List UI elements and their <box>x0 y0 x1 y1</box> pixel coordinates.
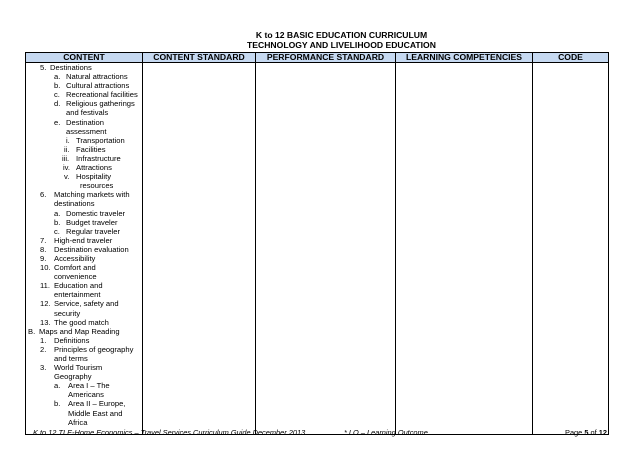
content-list-item <box>26 72 142 81</box>
list-item-text: Attractions <box>76 163 112 173</box>
content-cell <box>26 63 143 435</box>
content-list-item <box>26 354 142 363</box>
content-list-item <box>26 199 142 208</box>
list-item-text: resources <box>80 181 114 191</box>
list-item-marker: 2. <box>40 344 47 354</box>
list-item-text: Facilities <box>76 144 106 154</box>
list-item-text: Destination <box>66 117 104 127</box>
list-item-text: Destinations <box>50 63 92 72</box>
list-item-marker: 7. <box>40 235 47 245</box>
list-item-text: High-end traveler <box>54 235 113 245</box>
column-header-performance-standard: PERFORMANCE STANDARD <box>256 53 396 63</box>
content-list-item <box>26 108 142 117</box>
list-item-marker: 5. <box>40 63 47 72</box>
column-header-content: CONTENT <box>26 53 143 63</box>
content-list-item <box>26 336 142 345</box>
content-list-item <box>26 299 142 308</box>
list-item-text: Cultural attractions <box>66 81 130 91</box>
list-item-text: Area I – The <box>68 381 110 391</box>
list-item-marker: b. <box>54 217 61 227</box>
list-item-marker <box>40 290 54 299</box>
list-item-text: Comfort and <box>54 263 96 273</box>
list-item-marker: c. <box>54 226 60 236</box>
content-list-item <box>26 318 142 327</box>
list-item-text: Recreational facilities <box>66 90 138 100</box>
page-footer <box>33 428 607 438</box>
content-list-item <box>26 254 142 263</box>
document-header <box>0 31 638 50</box>
content-list-item <box>26 372 142 381</box>
table-row <box>26 63 609 435</box>
list-item-marker: a. <box>54 208 61 218</box>
content-list-item <box>26 399 142 408</box>
list-item-marker: iv. <box>63 163 71 173</box>
list-item-marker <box>40 199 54 208</box>
list-item-text: entertainment <box>54 290 101 300</box>
list-item-marker <box>40 272 54 281</box>
content-list-item <box>26 245 142 254</box>
list-item-marker: 12. <box>40 299 51 309</box>
list-item-marker: a. <box>54 381 61 391</box>
content-list-item <box>26 190 142 199</box>
list-item-text: Middle East and <box>68 408 123 418</box>
list-item-marker: b. <box>54 81 61 91</box>
list-item-marker: c. <box>54 90 60 100</box>
column-header-code: CODE <box>533 53 609 63</box>
page-number <box>565 428 607 437</box>
list-item-text: destinations <box>54 199 95 209</box>
page-prefix: Page <box>565 428 583 437</box>
list-item-text: Infrastructure <box>76 153 121 163</box>
list-item-text: and festivals <box>66 108 109 118</box>
list-item-marker <box>68 181 80 190</box>
content-list-item <box>26 154 142 163</box>
list-item-text: Accessibility <box>54 253 96 263</box>
list-item-text: Transportation <box>76 135 125 145</box>
list-item-marker: a. <box>54 72 61 82</box>
content-list-item <box>26 209 142 218</box>
list-item-text: Religious gatherings <box>66 99 135 109</box>
list-item-text: assessment <box>66 126 107 136</box>
content-list-item <box>26 409 142 418</box>
list-item-marker <box>40 309 54 318</box>
list-item-marker: i. <box>66 135 70 145</box>
list-item-text: Natural attractions <box>66 72 128 82</box>
list-item-text: Geography <box>54 372 92 382</box>
content-list-item <box>26 163 142 172</box>
list-item-marker <box>40 372 54 381</box>
content-list-item <box>26 381 142 390</box>
list-item-marker: 11. <box>40 281 50 291</box>
content-list-item <box>26 81 142 90</box>
table-header-row <box>26 53 609 63</box>
list-item-marker <box>54 108 66 117</box>
content-list-item <box>26 63 142 72</box>
list-item-marker: 1. <box>40 335 47 345</box>
content-list-item <box>26 145 142 154</box>
list-item-text: Hospitality <box>76 172 112 182</box>
learning-competencies-cell <box>396 63 533 435</box>
list-item-marker: iii. <box>62 153 70 163</box>
content-list-item <box>26 227 142 236</box>
list-item-marker: B. <box>28 326 36 336</box>
document-subtitle: TECHNOLOGY AND LIVELIHOOD EDUCATION <box>247 39 436 50</box>
content-list-item <box>26 281 142 290</box>
list-item-text: Regular traveler <box>66 226 121 236</box>
content-list-item <box>26 263 142 272</box>
curriculum-table <box>25 52 609 435</box>
content-list-item <box>26 118 142 127</box>
list-item-text: Maps and Map Reading <box>39 326 120 336</box>
list-item-text: The good match <box>54 317 109 327</box>
column-header-content-standard: CONTENT STANDARD <box>143 53 256 63</box>
list-item-marker: e. <box>54 117 61 127</box>
list-item-marker: ii. <box>64 144 70 154</box>
list-item-marker: 6. <box>40 190 47 200</box>
content-standard-cell <box>143 63 256 435</box>
list-item-text: Destination evaluation <box>54 244 129 254</box>
page-current: 5 <box>584 428 589 437</box>
list-item-text: security <box>54 308 81 318</box>
list-item-text: Service, safety and <box>54 299 119 309</box>
content-list-item <box>26 327 142 336</box>
performance-standard-cell <box>256 63 396 435</box>
list-item-text: Domestic traveler <box>66 208 126 218</box>
list-item-marker <box>54 390 68 399</box>
content-list-item <box>26 418 142 427</box>
list-item-marker: 8. <box>40 244 47 254</box>
footer-guide-title: K to 12 TLE-Home Economics – Travel Services Curriculum Guide December 2013 <box>33 428 306 437</box>
content-list-item <box>26 309 142 318</box>
list-item-text: Definitions <box>54 335 90 345</box>
list-item-text: Area II – Europe, <box>68 399 126 409</box>
list-item-marker <box>54 409 68 418</box>
column-header-learning-competencies: LEARNING COMPETENCIES <box>396 53 533 63</box>
list-item-marker: 9. <box>40 253 47 263</box>
list-item-marker: v. <box>64 172 70 182</box>
content-list-item <box>26 345 142 354</box>
list-item-text: Principles of geography <box>54 344 134 354</box>
content-list-item <box>26 272 142 281</box>
page-of: of <box>590 428 597 437</box>
list-item-text: Africa <box>68 417 88 427</box>
list-item-text: Budget traveler <box>66 217 118 227</box>
list-item-marker: 10. <box>40 263 51 273</box>
list-item-text: and terms <box>54 354 88 363</box>
footer-lo-note: * LO – Learning Outcome <box>344 428 428 437</box>
content-list-item <box>26 90 142 99</box>
list-item-marker: b. <box>54 399 61 409</box>
list-item-marker <box>54 127 66 136</box>
list-item-text: World Tourism <box>54 363 103 373</box>
list-item-text: Matching markets with <box>54 190 130 200</box>
list-item-text: Americans <box>68 390 104 400</box>
code-cell <box>533 63 609 435</box>
document-title: K to 12 BASIC EDUCATION CURRICULUM <box>255 30 428 40</box>
list-item-marker: d. <box>54 99 61 109</box>
content-list-item <box>26 127 142 136</box>
page-total: 12 <box>598 428 607 437</box>
content-list-item <box>26 172 142 181</box>
list-item-text: convenience <box>54 272 97 282</box>
content-list-item <box>26 181 142 190</box>
content-list-item <box>26 236 142 245</box>
content-list-item <box>26 290 142 299</box>
list-item-marker <box>40 354 54 363</box>
list-item-text: Education and <box>54 281 103 291</box>
list-item-marker <box>54 418 68 427</box>
list-item-marker: 3. <box>40 363 47 373</box>
content-list-item <box>26 218 142 227</box>
content-list-item <box>26 390 142 399</box>
list-item-marker: 13. <box>40 317 51 327</box>
content-list-item <box>26 363 142 372</box>
content-list-item <box>26 136 142 145</box>
content-list-item <box>26 99 142 108</box>
